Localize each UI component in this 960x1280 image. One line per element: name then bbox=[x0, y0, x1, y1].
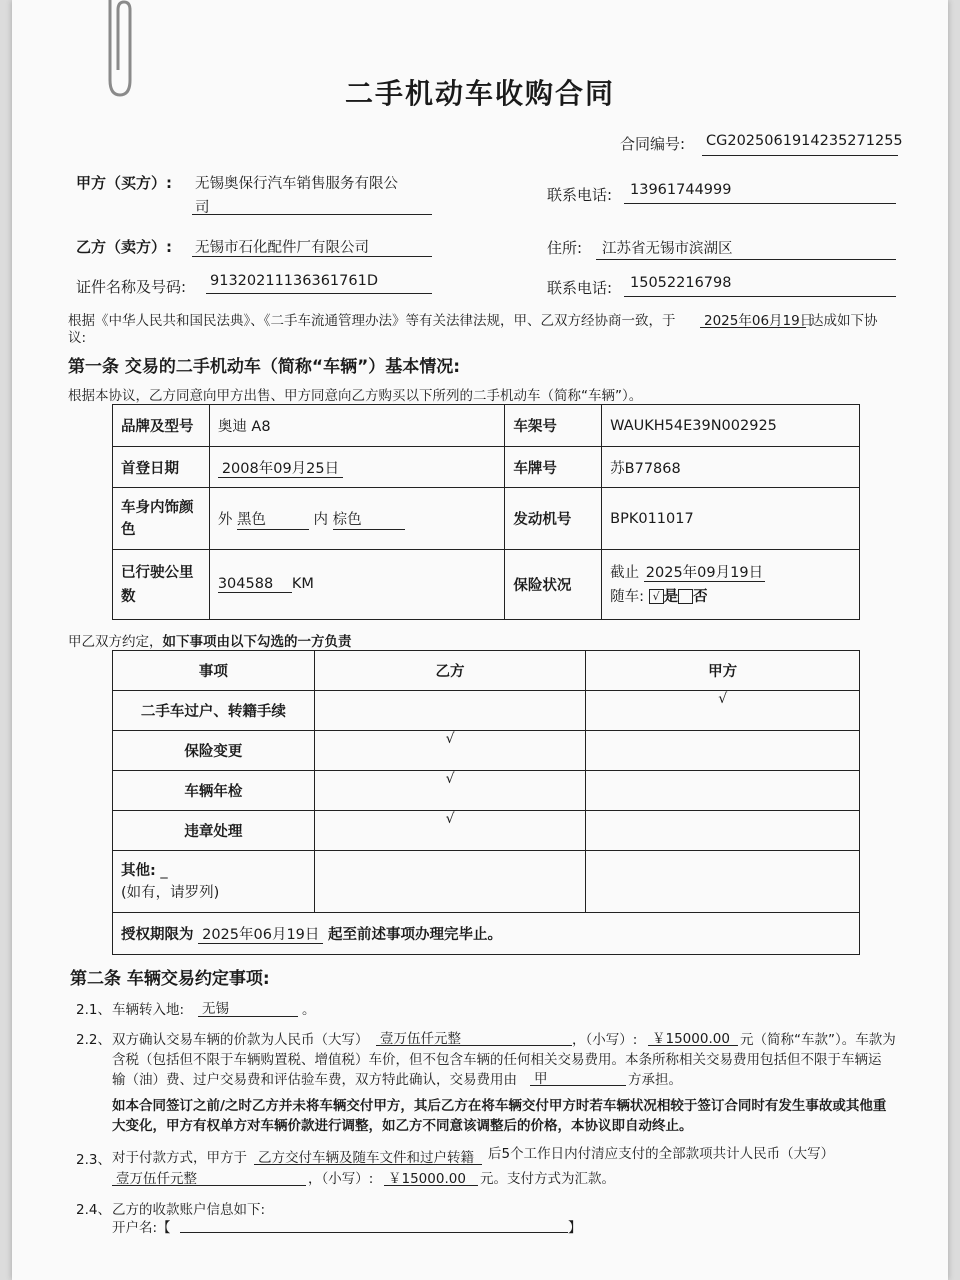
clause-2-2-c: 元（简称“车款”）。车款为 bbox=[740, 1032, 896, 1048]
clause-2-3-number: 2.3、 bbox=[76, 1152, 111, 1168]
intro-line2: 议: bbox=[68, 330, 87, 346]
int-prefix: 内 bbox=[313, 511, 329, 528]
resp-check-b bbox=[314, 691, 586, 731]
bold-clause-line1: 如本合同签订之前/之时乙方并未将车辆交付甲方，其后乙方在将车辆交付甲方时若车辆状况相较于签订合同时有发生事故或其他重 bbox=[112, 1098, 887, 1114]
account-name-field[interactable] bbox=[180, 1232, 568, 1233]
engine-label: 发动机号 bbox=[505, 488, 602, 550]
km-unit: KM bbox=[291, 576, 314, 592]
ins-yes-checkbox[interactable] bbox=[649, 589, 664, 604]
col-party-a: 甲方 bbox=[586, 651, 860, 691]
buyer-name-line1: 无锡奥保行汽车销售服务有限公 bbox=[195, 176, 398, 192]
seller-id-label: 证件名称及号码: bbox=[76, 278, 187, 296]
plate-value: 苏B77868 bbox=[602, 447, 860, 488]
clause-2-3-a: 对于付款方式，甲方于 bbox=[112, 1150, 247, 1166]
resp-check-b: √ bbox=[314, 771, 586, 811]
ext-prefix: 外 bbox=[217, 511, 233, 528]
seller-phone-label: 联系电话: bbox=[547, 279, 613, 297]
intro-text: 根据《中华人民共和国民法典》、《二手车流通管理办法》等有关法律法规，甲、乙双方经协商一致，于 bbox=[68, 313, 676, 329]
seller-id-value: 91320211136361761D bbox=[210, 273, 378, 289]
clause-2-4-text: 乙方的收款账户信息如下: bbox=[112, 1202, 266, 1218]
contract-no-value: CG2025061914235271255 bbox=[706, 133, 903, 149]
other-value: _ bbox=[160, 862, 168, 879]
reg-date-label: 首登日期 bbox=[113, 447, 210, 488]
clause-2-3-b: 后5个工作日内付清应支付的全部款项共计人民币（大写） bbox=[488, 1146, 835, 1162]
auth-date: 2025年06月19日 bbox=[198, 927, 323, 944]
vehicle-info-table bbox=[112, 404, 860, 620]
resp-intro-a: 甲乙双方约定， bbox=[68, 634, 163, 650]
resp-check-a: √ bbox=[586, 691, 860, 731]
intro-date: 2025年06月19日 bbox=[704, 313, 814, 329]
clause-2-3-d: 元。支付方式为汇款。 bbox=[480, 1171, 615, 1187]
clause-2-2-number: 2.2、 bbox=[76, 1032, 111, 1048]
resp-check-a bbox=[586, 771, 860, 811]
clause-2-2-line3a: 输（油）费、过户交易费和评估验车费，双方特此确认，交易费用由 bbox=[112, 1072, 517, 1088]
km-label-2: 数 bbox=[121, 588, 136, 605]
payment-condition: 乙方交付车辆及随车文件和过户转籍 bbox=[258, 1150, 474, 1166]
page-title: 二手机动车收购合同 bbox=[344, 77, 615, 110]
resp-item: 违章处理 bbox=[113, 811, 315, 851]
ext-color: 黑色 bbox=[237, 508, 309, 530]
color-label-1: 车身内饰颜 bbox=[121, 499, 194, 516]
buyer-phone-label: 联系电话: bbox=[547, 186, 613, 204]
account-name-label: 开户名:【 bbox=[112, 1220, 171, 1236]
clause-2-1-text: 车辆转入地: bbox=[112, 1002, 185, 1018]
ins-no-label: 否 bbox=[693, 588, 708, 605]
ins-yes-checkmark: √ bbox=[652, 590, 660, 603]
buyer-name-line2: 司 bbox=[195, 200, 210, 216]
resp-intro-b: 如下事项由以下勾选的一方负责 bbox=[162, 634, 352, 650]
seller-label: 乙方（卖方）: bbox=[76, 238, 172, 256]
insurance-label: 保险状况 bbox=[505, 550, 602, 620]
ins-until-prefix: 截止 bbox=[610, 564, 640, 581]
vin-value: WAUKH54E39N002925 bbox=[602, 405, 860, 447]
seller-addr-label: 住所: bbox=[547, 239, 583, 257]
responsibility-table bbox=[112, 650, 860, 955]
auth-tail: 起至前述事项办理完毕止。 bbox=[328, 927, 503, 943]
clause-2-2-line2: 含税（包括但不限于车辆购置税、增值税）车价，但不包含车辆的任何相关交易费用。本条所称相关交易费用包括但不限于车辆运 bbox=[112, 1052, 882, 1068]
clause-2-2-a: 双方确认交易车辆的价款为人民币（大写） bbox=[112, 1032, 369, 1048]
seller-addr: 江苏省无锡市滨湖区 bbox=[602, 241, 733, 257]
km-value: 304588 bbox=[218, 576, 292, 593]
color-label-2: 色 bbox=[121, 521, 136, 538]
resp-check-a bbox=[586, 811, 860, 851]
clause-2-2-line3b: 方承担。 bbox=[628, 1072, 682, 1088]
resp-check-a bbox=[586, 731, 860, 771]
resp-item: 二手车过户、转籍手续 bbox=[113, 691, 315, 731]
ins-until: 2025年09月19日 bbox=[645, 564, 764, 581]
ins-yes-label: 是 bbox=[663, 588, 679, 605]
contract-page bbox=[12, 0, 948, 1280]
resp-item: 车辆年检 bbox=[113, 771, 315, 811]
vin-label: 车架号 bbox=[505, 405, 602, 447]
int-color: 棕色 bbox=[333, 508, 405, 530]
clause-2-3-c: ，（小写）: bbox=[308, 1171, 374, 1187]
contract-no-label: 合同编号: bbox=[620, 135, 686, 153]
payment-lower: ￥15000.00 bbox=[388, 1171, 466, 1187]
auth-label: 授权期限为 bbox=[121, 927, 194, 943]
ins-with-car: 随车: bbox=[610, 588, 645, 605]
other-note: (如有，请罗列) bbox=[121, 884, 220, 901]
seller-name: 无锡市石化配件厂有限公司 bbox=[195, 240, 369, 256]
clause-2-1-number: 2.1、 bbox=[76, 1002, 111, 1018]
resp-check-b: √ bbox=[314, 731, 586, 771]
reg-date-value: 2008年09月25日 bbox=[218, 461, 343, 478]
resp-check-b: √ bbox=[314, 811, 586, 851]
plate-label: 车牌号 bbox=[505, 447, 602, 488]
col-item: 事项 bbox=[113, 651, 315, 691]
price-upper: 壹万伍仟元整 bbox=[380, 1031, 461, 1047]
buyer-phone: 13961744999 bbox=[630, 182, 732, 198]
clause-2-1-end: 。 bbox=[302, 1002, 316, 1018]
other-label: 其他: bbox=[121, 862, 156, 879]
col-party-b: 乙方 bbox=[314, 651, 586, 691]
resp-item: 保险变更 bbox=[113, 731, 315, 771]
brand-value: 奥迪 A8 bbox=[209, 405, 505, 447]
price-lower: ￥15000.00 bbox=[652, 1031, 730, 1047]
buyer-label: 甲方（买方）: bbox=[76, 174, 172, 192]
clause-2-4-number: 2.4、 bbox=[76, 1202, 111, 1218]
km-label-1: 已行驶公里 bbox=[121, 564, 194, 581]
engine-value: BPK011017 bbox=[602, 488, 860, 550]
account-name-end: 】 bbox=[568, 1220, 582, 1236]
intro-tail: 达成如下协 bbox=[810, 313, 878, 329]
fee-payer: 甲 bbox=[534, 1071, 548, 1087]
bold-clause-line2: 大变化，甲方有权单方对车辆价款进行调整，如乙方不同意该调整后的价格，本协议即自动终止。 bbox=[112, 1118, 693, 1134]
clause-2-1-value: 无锡 bbox=[202, 1001, 229, 1017]
article1-intro: 根据本协议，乙方同意向甲方出售、甲方同意向乙方购买以下所列的二手机动车（简称“车辆”）。 bbox=[68, 388, 643, 404]
ins-no-checkbox[interactable] bbox=[678, 589, 693, 604]
seller-phone: 15052216798 bbox=[630, 275, 732, 291]
brand-label: 品牌及型号 bbox=[113, 405, 210, 447]
article1-heading: 第一条 交易的二手机动车（简称“车辆”）基本情况: bbox=[68, 357, 461, 377]
clause-2-2-b: ，（小写）: bbox=[572, 1032, 638, 1048]
article2-heading: 第二条 车辆交易约定事项: bbox=[70, 969, 270, 989]
payment-upper: 壹万伍仟元整 bbox=[116, 1171, 197, 1187]
